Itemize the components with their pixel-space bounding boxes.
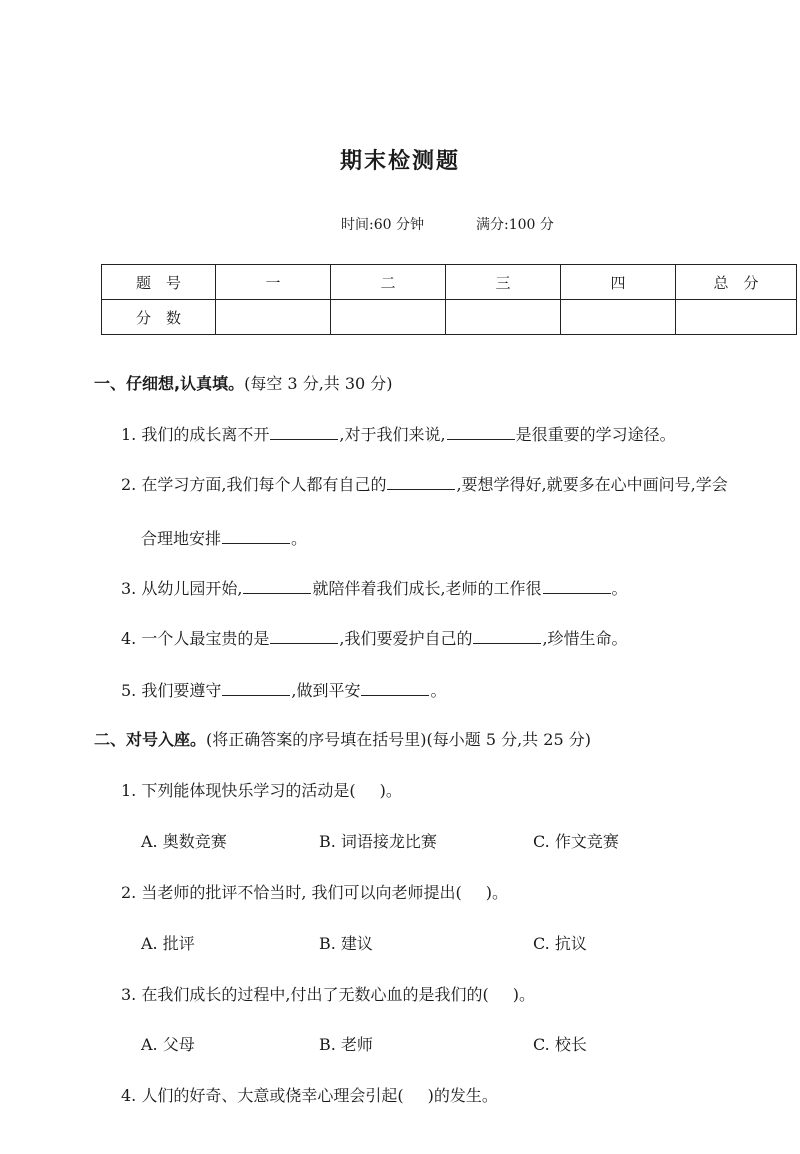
- fill-blank[interactable]: [361, 694, 429, 696]
- fill-blank[interactable]: [243, 592, 311, 594]
- option-c: C. 作文竞赛: [533, 832, 619, 851]
- score-table-row-label: 分 数: [102, 300, 216, 335]
- page-title: 期末检测题: [339, 149, 460, 174]
- fill-blank[interactable]: [447, 438, 515, 440]
- option-a: A. 批评: [141, 934, 195, 953]
- score-table-header-cell: 三: [446, 265, 561, 300]
- score-table-header-cell: 总 分: [676, 265, 797, 300]
- fill-blank[interactable]: [270, 438, 338, 440]
- full-score-label: 满分:100 分: [476, 217, 554, 233]
- score-cell[interactable]: [676, 300, 797, 335]
- section-1-title: 一、仔细想,认真填。: [94, 374, 245, 393]
- section-1-note: (每空 3 分,共 30 分): [244, 374, 393, 393]
- option-a: A. 奥数竞赛: [141, 832, 227, 851]
- question-1-5: 5. 我们要遵守 ,做到平安 。: [121, 681, 447, 700]
- question-1-2: 2. 在学习方面,我们每个人都有自己的 ,要想学得好,就要多在心中画问号,学会: [121, 475, 728, 494]
- question-2-4: 4. 人们的好奇、大意或侥幸心理会引起( )的发生。: [121, 1086, 498, 1105]
- score-table-header-row: [102, 265, 797, 300]
- fill-blank[interactable]: [222, 694, 290, 696]
- option-c: C. 抗议: [533, 934, 587, 953]
- fill-blank[interactable]: [473, 642, 541, 644]
- score-cell[interactable]: [446, 300, 561, 335]
- fill-blank[interactable]: [543, 592, 611, 594]
- question-1-2-cont: 合理地安排 。: [141, 529, 308, 548]
- fill-blank[interactable]: [387, 488, 455, 490]
- score-cell[interactable]: [561, 300, 676, 335]
- question-1-4: 4. 一个人最宝贵的是 ,我们要爱护自己的 ,珍惜生命。: [121, 629, 628, 648]
- fill-blank[interactable]: [222, 542, 290, 544]
- section-2-note: (将正确答案的序号填在括号里)(每小题 5 分,共 25 分): [206, 730, 591, 749]
- question-1-3: 3. 从幼儿园开始, 就陪伴着我们成长,老师的工作很 。: [121, 579, 628, 598]
- score-table-score-row: [102, 300, 797, 335]
- score-table: [101, 264, 797, 335]
- question-2-3: 3. 在我们成长的过程中,付出了无数心血的是我们的( )。: [121, 985, 535, 1004]
- score-cell[interactable]: [216, 300, 331, 335]
- score-table-header-cell: 题 号: [102, 265, 216, 300]
- fill-blank[interactable]: [270, 642, 338, 644]
- score-table-header-cell: 一: [216, 265, 331, 300]
- time-label: 时间:60 分钟: [341, 217, 424, 233]
- section-2-heading: [94, 727, 591, 750]
- score-cell[interactable]: [331, 300, 446, 335]
- option-b: B. 词语接龙比赛: [319, 832, 437, 851]
- question-2-2: 2. 当老师的批评不恰当时, 我们可以向老师提出( )。: [121, 883, 509, 902]
- section-2-title: 二、对号入座。: [94, 730, 207, 749]
- score-table-header-cell: 二: [331, 265, 446, 300]
- question-1-1: 1. 我们的成长离不开 ,对于我们来说, 是很重要的学习途径。: [121, 425, 676, 444]
- score-table-header-cell: 四: [561, 265, 676, 300]
- question-2-1: 1. 下列能体现快乐学习的活动是( )。: [121, 781, 402, 800]
- section-1-heading: [94, 371, 393, 394]
- option-a: A. 父母: [141, 1035, 195, 1054]
- option-c: C. 校长: [533, 1035, 587, 1054]
- option-b: B. 建议: [319, 934, 373, 953]
- option-b: B. 老师: [319, 1035, 373, 1054]
